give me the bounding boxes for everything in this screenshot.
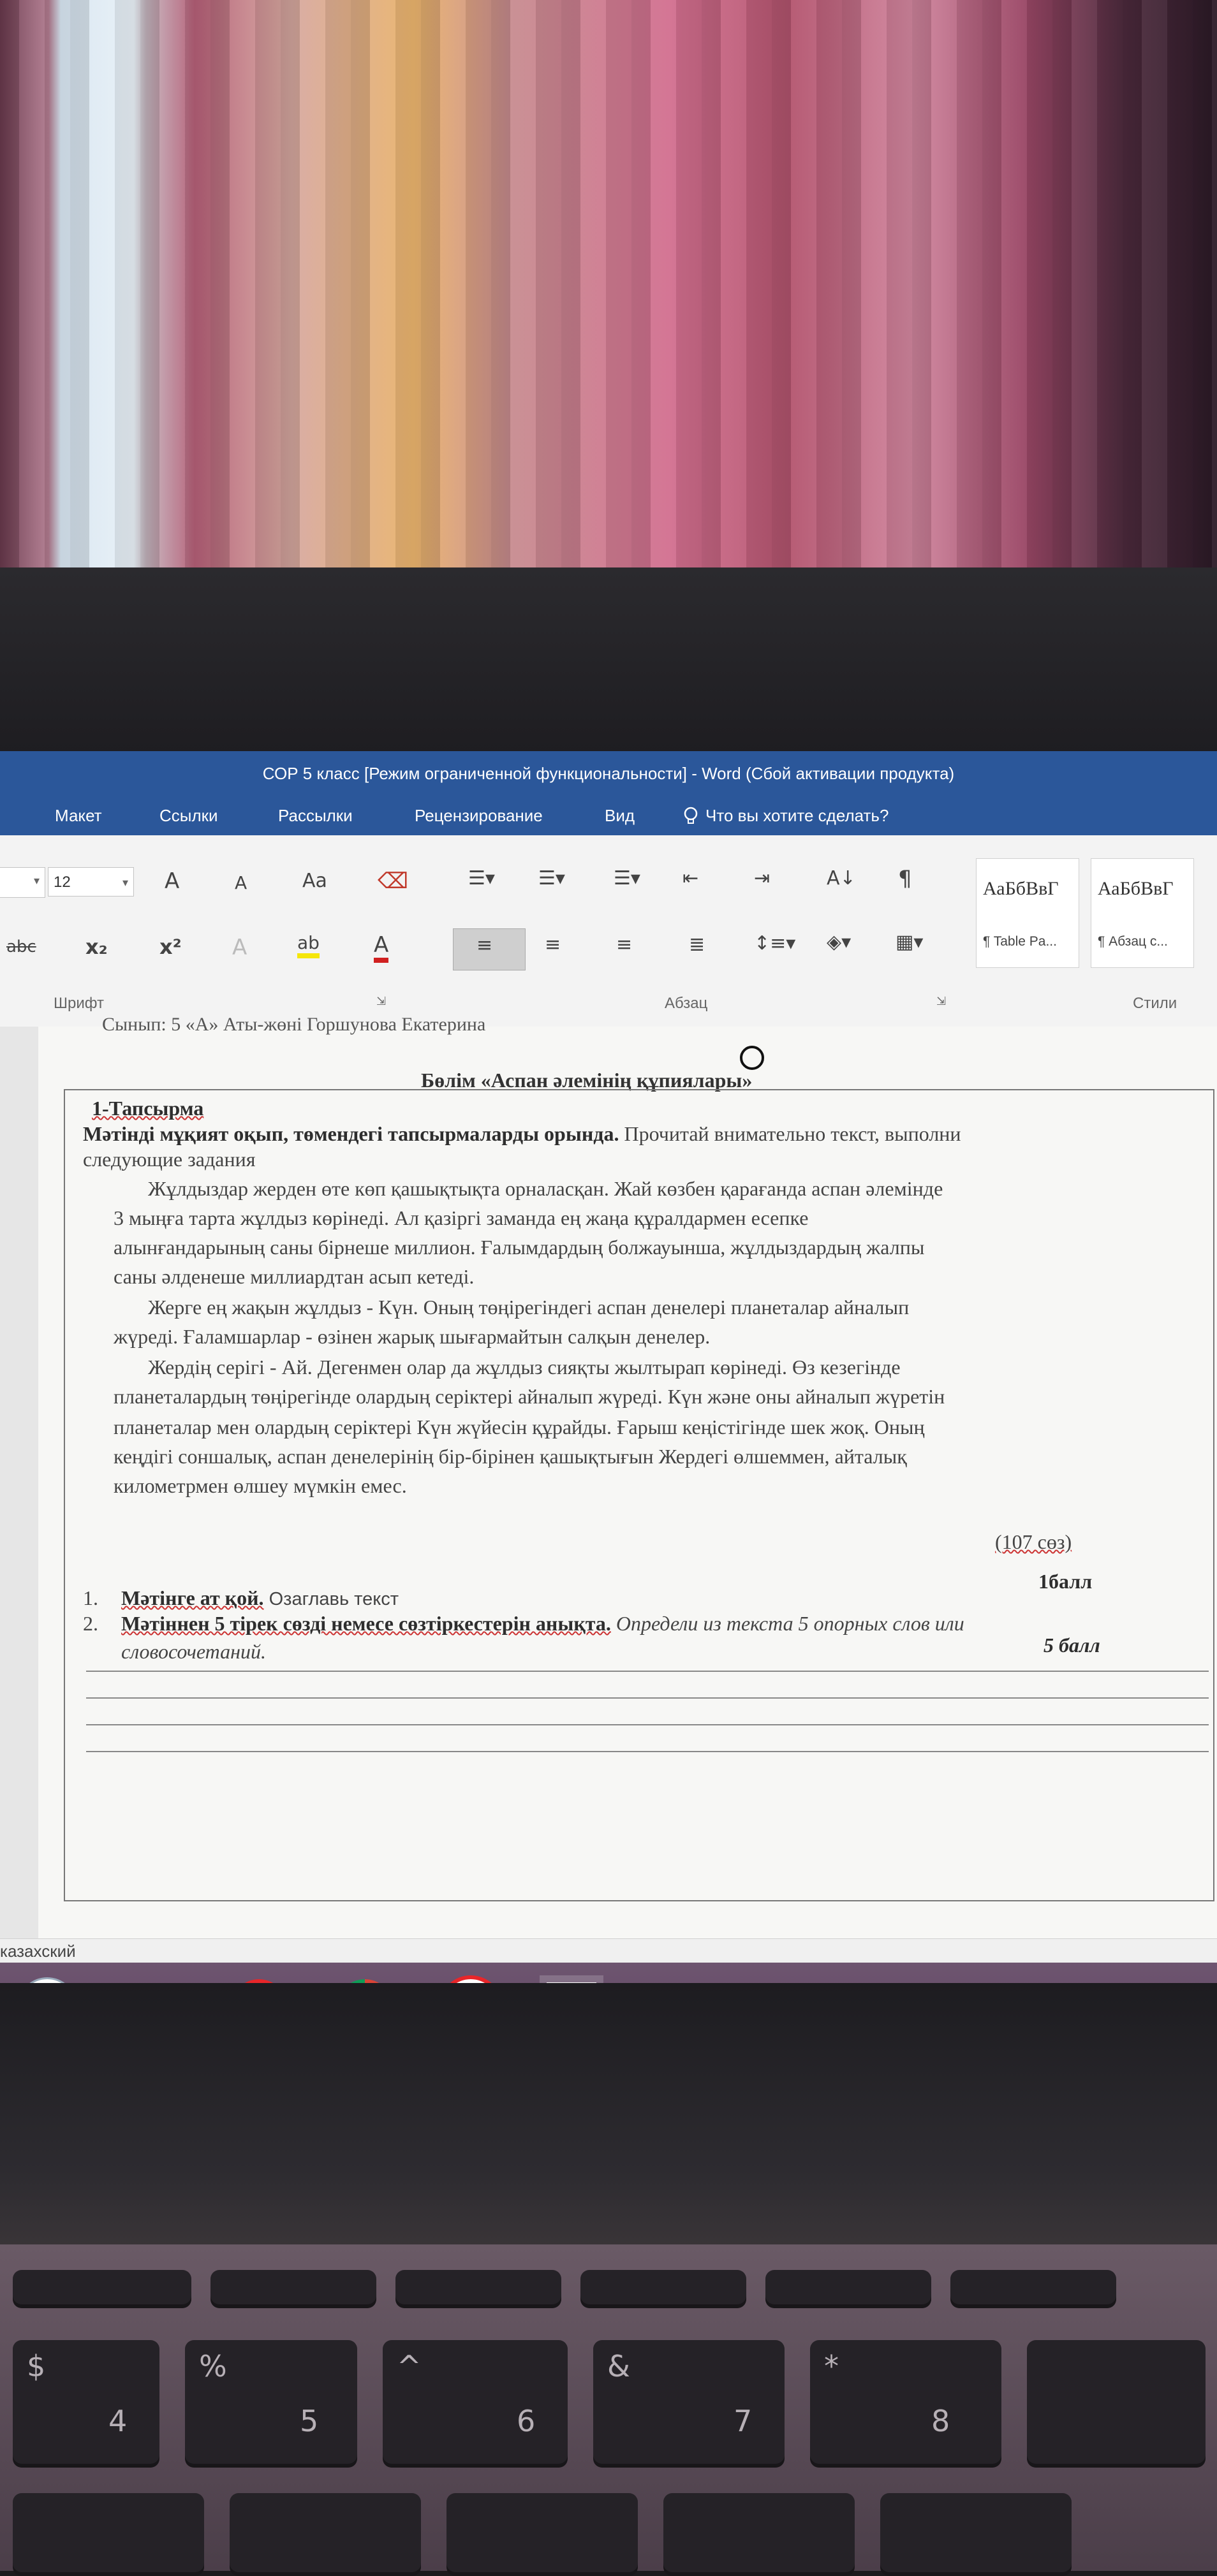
menu-view[interactable]: Вид	[605, 806, 635, 825]
borders-icon[interactable]: ▦▾	[896, 931, 924, 953]
key-symbol: $	[27, 2349, 46, 2383]
question-number: 2.	[83, 1612, 98, 1635]
style-list-paragraph[interactable]	[1091, 858, 1194, 968]
tell-me-text: Что вы хотите сделать?	[705, 806, 889, 825]
lightbulb-icon	[682, 807, 699, 826]
keyboard-key	[230, 2493, 421, 2576]
word-window	[0, 751, 1217, 1988]
keyboard-key	[580, 2270, 746, 2308]
word-count: (107 сөз)	[995, 1530, 1072, 1553]
keyboard-key	[1027, 2340, 1206, 2468]
question-1	[121, 1586, 399, 1610]
window-title: СОР 5 класс [Режим ограниченной функциональности] - Word (Сбой активации продукта)	[262, 763, 955, 783]
dialog-launcher-icon[interactable]: ⇲	[936, 995, 947, 1007]
style-preview: АаБбВвГ	[983, 878, 1059, 899]
menu-bar	[0, 796, 1217, 835]
shrink-font-icon[interactable]: A	[235, 872, 247, 893]
instruction-rest: Прочитай внимательно текст, выполни	[619, 1122, 961, 1145]
group-label-paragraph: Абзац	[665, 995, 708, 1012]
multilevel-list-icon[interactable]: ☰▾	[614, 867, 640, 889]
justify-icon[interactable]: ≣	[689, 933, 705, 956]
key-digit: 6	[517, 2404, 536, 2438]
keyboard-key	[395, 2270, 561, 2308]
document-area[interactable]	[0, 1014, 1217, 1938]
subscript-icon[interactable]: x₂	[85, 935, 108, 959]
keyboard-key	[383, 2340, 568, 2468]
group-label-styles: Стили	[1133, 995, 1177, 1012]
keyboard-key	[593, 2340, 785, 2468]
highlight-icon[interactable]: ab	[297, 932, 320, 958]
text-line: Жерге ең жақын жұлдыз - Күн. Оның төңірегіндегі аспан денелері планеталар айналып	[148, 1296, 910, 1319]
menu-references[interactable]: Ссылки	[159, 806, 218, 825]
strikethrough-icon[interactable]: abc	[6, 937, 36, 956]
task-heading: 1-Тапсырма	[92, 1097, 204, 1120]
align-left-button[interactable]	[453, 928, 526, 970]
keyboard-key	[950, 2270, 1116, 2308]
question-number: 1.	[83, 1586, 98, 1609]
keyboard-key	[13, 2340, 159, 2468]
key-digit: 5	[300, 2404, 319, 2438]
answer-line[interactable]	[86, 1751, 1209, 1752]
menu-mailings[interactable]: Рассылки	[278, 806, 353, 825]
font-color-icon[interactable]: A	[374, 932, 388, 963]
text-line: алынғандарының саны бірнеше миллион. Ғалымдардың болжауынша, жұлдыздардың жалпы	[114, 1236, 925, 1259]
instruction-line	[83, 1122, 961, 1146]
key-symbol: %	[199, 2349, 227, 2383]
key-digit: 8	[931, 2404, 950, 2438]
keyboard	[0, 2244, 1217, 2571]
text-line: планеталар мен олардың серіктері Күн жүйесін құрайды. Ғарыш кеңістігінде шек жоқ. Оның	[114, 1416, 925, 1438]
text-line: 3 мыңға тарта жұлдыз көрінеді. Ал қазіргі заманда ең жаңа құралдармен есепке	[114, 1206, 809, 1229]
text-line: Жұлдыздар жерден өте көп қашықтықта орналасқан. Жай көзбен қарағанда аспан әлемінде	[148, 1177, 943, 1200]
keyboard-key	[13, 2493, 204, 2576]
style-name: ¶ Table Pa...	[983, 934, 1057, 949]
instruction-bold: Мәтінді мұқият оқып, төмендегі тапсырмаларды орында.	[83, 1122, 619, 1145]
question-2-bold: Мәтіннен 5 тірек сөзді немесе сөзтіркестерін анықта.	[121, 1612, 611, 1635]
text-line: кеңдігі соншалық, аспан денелерінің бір-бірінен қашықтығын Жердегі өлшеммен, айталық	[114, 1445, 907, 1468]
dialog-launcher-icon[interactable]: ⇲	[376, 995, 387, 1007]
font-size-box[interactable]	[48, 867, 134, 896]
key-symbol: *	[824, 2349, 839, 2383]
key-digit: 4	[108, 2404, 128, 2438]
font-name-box[interactable]: ▾	[0, 867, 45, 898]
keyboard-key	[765, 2270, 931, 2308]
font-size-value: 12	[54, 874, 71, 891]
question-2-score: 5 балл	[1044, 1634, 1100, 1657]
tell-me-box[interactable]	[682, 806, 889, 826]
text-line: километрмен өлшеу мүмкін емес.	[114, 1474, 407, 1497]
menu-review[interactable]: Рецензирование	[415, 806, 543, 825]
ribbon	[0, 835, 1217, 1027]
align-center-icon[interactable]: ≡	[545, 933, 561, 956]
keyboard-key	[446, 2493, 638, 2576]
mouse-cursor	[740, 1046, 764, 1070]
background-curtain	[0, 0, 1217, 574]
keyboard-key	[210, 2270, 376, 2308]
grow-font-icon[interactable]: A	[165, 868, 180, 894]
group-label-font: Шрифт	[54, 995, 104, 1012]
answer-line[interactable]	[86, 1724, 1209, 1725]
align-right-icon[interactable]: ≡	[616, 933, 633, 956]
text-line: планеталардың төңірегінде олардың серіктері айналып жүреді. Күн және оны айналып жүретін	[114, 1385, 945, 1408]
question-1-bold: Мәтінге ат қой.	[121, 1586, 264, 1609]
answer-line[interactable]	[86, 1671, 1209, 1672]
key-symbol: &	[607, 2349, 630, 2383]
status-bar	[0, 1938, 1217, 1965]
key-digit: 7	[734, 2404, 753, 2438]
style-name: ¶ Абзац с...	[1098, 934, 1168, 949]
menu-layout[interactable]: Макет	[55, 806, 102, 825]
question-2-line-2: словосочетаний.	[121, 1640, 267, 1663]
bullets-icon[interactable]: ☰▾	[468, 867, 495, 889]
keyboard-key	[13, 2270, 191, 2308]
text-effects-icon[interactable]: A	[232, 935, 247, 960]
laptop-bezel-bottom	[0, 1983, 1217, 2251]
previous-line: Сынып: 5 «А» Аты-жөні Горшунова Екатерина	[102, 1014, 486, 1035]
instruction-line-2: следующие задания	[83, 1148, 256, 1171]
style-preview: АаБбВвГ	[1098, 878, 1174, 899]
shading-icon[interactable]: ◈▾	[827, 931, 852, 953]
question-1-rest: Озаглавь текст	[263, 1589, 399, 1609]
style-table-paragraph[interactable]	[976, 858, 1079, 968]
question-1-score: 1балл	[1038, 1570, 1093, 1593]
superscript-icon[interactable]: x²	[159, 935, 182, 959]
chevron-down-icon: ▾	[122, 876, 128, 889]
key-symbol: ^	[397, 2349, 422, 2383]
align-left-icon: ≡	[476, 934, 493, 956]
question-2	[121, 1612, 964, 1636]
question-2-rest: Определи из текста 5 опорных слов или	[610, 1612, 964, 1635]
title-bar	[0, 751, 1217, 796]
sort-icon[interactable]: A↓	[827, 867, 856, 889]
increase-indent-icon[interactable]: ⇥	[754, 867, 771, 889]
decrease-indent-icon[interactable]: ⇤	[682, 867, 699, 889]
language-indicator[interactable]: казахский	[0, 1942, 76, 1961]
keyboard-key	[185, 2340, 357, 2468]
laptop-bezel-top	[0, 567, 1217, 752]
answer-line[interactable]	[86, 1697, 1209, 1699]
pilcrow-icon[interactable]: ¶	[898, 866, 912, 891]
numbering-icon[interactable]: ☰▾	[538, 867, 565, 889]
clear-format-icon[interactable]: ⌫	[378, 868, 409, 894]
text-line: жүреді. Ғаламшарлар - өзінен жарық шығармайтын салқын денелер.	[114, 1325, 711, 1348]
section-title: Бөлім «Аспан әлемінің құпиялары»	[421, 1069, 753, 1092]
change-case-icon[interactable]: Aa	[302, 870, 327, 892]
keyboard-key	[810, 2340, 1001, 2468]
text-line: Жердің серігі - Ай. Дегенмен олар да жұлдыз сияқты жылтырап көрінеді. Өз кезегінде	[148, 1356, 901, 1379]
keyboard-key	[663, 2493, 855, 2576]
keyboard-key	[880, 2493, 1072, 2576]
line-spacing-icon[interactable]: ↕≡▾	[754, 932, 796, 955]
text-line: саны әлденеше миллиардтан асып кетеді.	[114, 1265, 475, 1288]
